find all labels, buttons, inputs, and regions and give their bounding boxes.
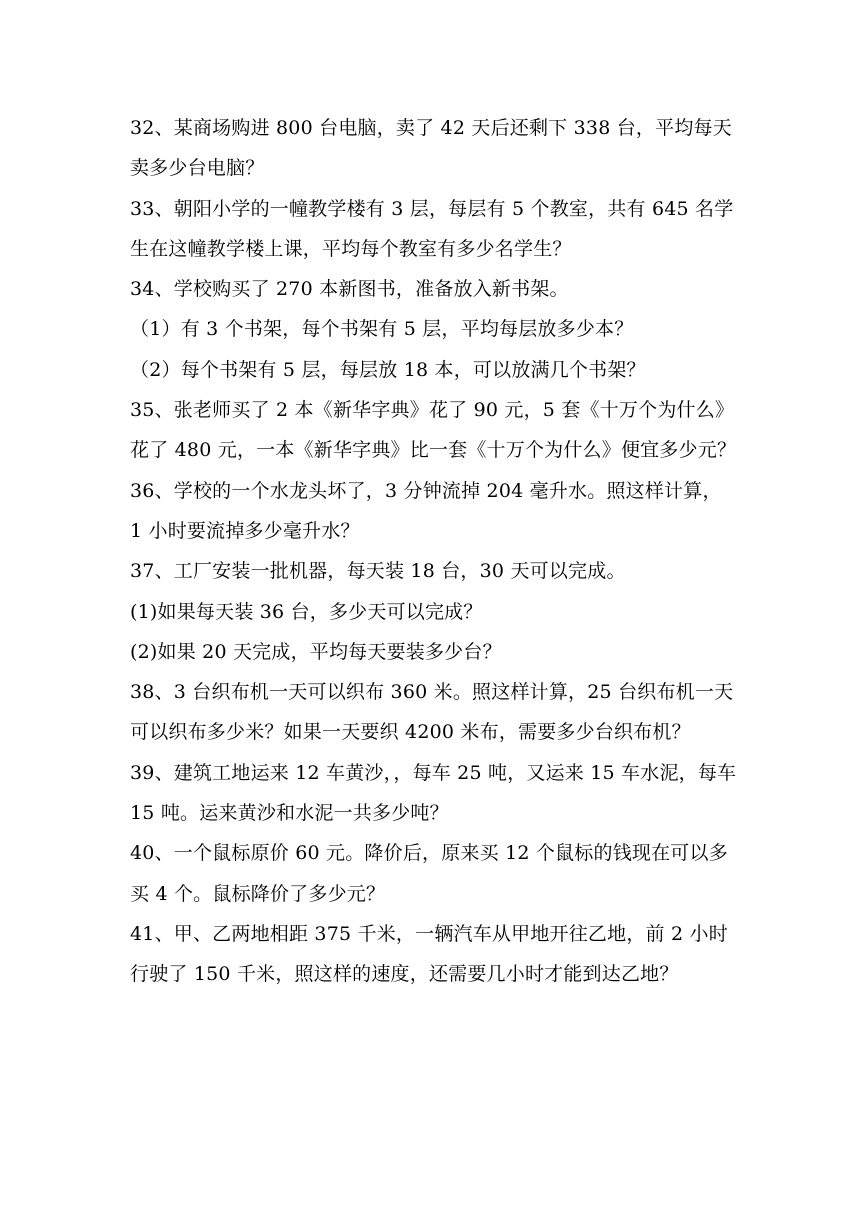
- problem-34-line-1: 34、学校购买了 270 本新图书，准备放入新书架。: [130, 278, 569, 301]
- problem-37-line-1: 37、工厂安装一批机器，每天装 18 台，30 天可以完成。: [130, 560, 626, 583]
- problem-32-line-1: 32、某商场购进 800 台电脑，卖了 42 天后还剩下 338 台，平均每天: [130, 117, 732, 139]
- problem-38-line-1: 38、3 台织布机一天可以织布 360 米。照这样计算，25 台织布机一天: [130, 681, 734, 704]
- problem-36-line-2: 1 小时要流掉多少毫升水？: [130, 519, 360, 542]
- problem-36-line-1: 36、学校的一个水龙头坏了，3 分钟流掉 204 毫升水。照这样计算，: [130, 479, 722, 502]
- problem-37-subquestion-1: (1)如果每天装 36 台，多少天可以完成？: [130, 600, 483, 623]
- problem-33-line-2: 生在这幢教学楼上课，平均每个教室有多少名学生？: [130, 237, 572, 260]
- problem-34-subquestion-1: （1）有 3 个书架，每个书架有 5 层，平均每层放多少本？: [130, 318, 634, 341]
- problem-37-subquestion-2: (2)如果 20 天完成，平均每天要装多少台？: [130, 640, 502, 663]
- problem-38-line-2: 可以织布多少米？如果一天要织 4200 米布，需要多少台织布机？: [130, 721, 691, 744]
- problem-32-line-2: 卖多少台电脑？: [130, 157, 265, 180]
- problem-41-line-2: 行驶了 150 千米，照这样的速度，还需要几小时才能到达乙地？: [130, 963, 679, 986]
- problem-34-subquestion-2: （2）每个书架有 5 层，每层放 18 本，可以放满几个书架？: [130, 358, 646, 381]
- problem-40-line-2: 买 4 个。鼠标降价了多少元？: [130, 882, 386, 905]
- problem-41-line-1: 41、甲、乙两地相距 375 千米，一辆汽车从甲地开往乙地，前 2 小时: [130, 922, 728, 945]
- problem-list: [130, 108, 735, 995]
- problem-35-line-1: 35、张老师买了 2 本《新华字典》花了 90 元，5 套《十万个为什么》: [130, 399, 735, 422]
- problem-40-line-1: 40、一个鼠标原价 60 元。降价后，原来买 12 个鼠标的钱现在可以多: [130, 842, 728, 865]
- problem-39-line-1: 39、建筑工地运来 12 车黄沙，，每车 25 吨，又运来 15 车水泥，每车: [130, 761, 737, 784]
- problem-33-line-1: 33、朝阳小学的一幢教学楼有 3 层，每层有 5 个教室，共有 645 名学: [130, 197, 734, 220]
- problem-39-line-2: 15 吨。运来黄沙和水泥一共多少吨？: [130, 802, 449, 825]
- problem-35-line-2: 花了 480 元，一本《新华字典》比一套《十万个为什么》便宜多少元？: [130, 439, 737, 462]
